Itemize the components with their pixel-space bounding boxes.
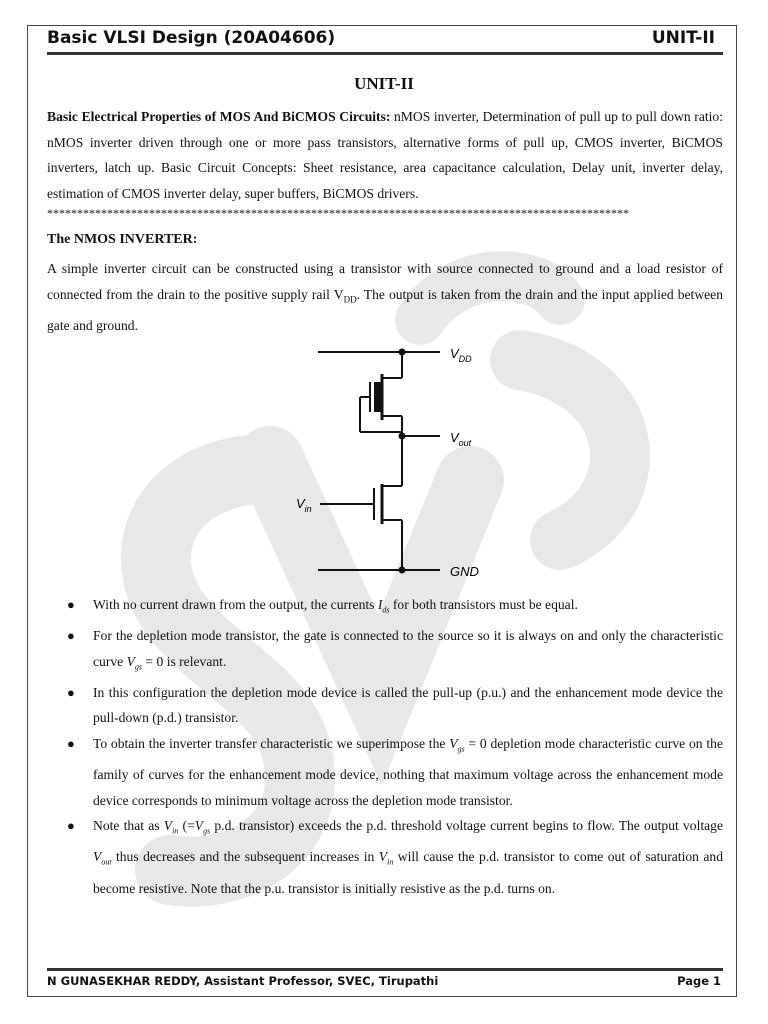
page-header xyxy=(47,28,715,52)
vdd-label: $V_{DD}$ xyxy=(450,346,472,364)
bullet-icon: ● xyxy=(67,628,75,644)
list-item: ● For the depletion mode transistor, the gate is connected to the source so it is always on and only the characteristic curve $V_{gs} = 0$ is relevant. xyxy=(67,623,723,680)
vout-label: $V_{out}$ xyxy=(450,430,472,448)
list-item: ● To obtain the inverter transfer characteristic we superimpose the $V_{gs} = 0$ depletion mode characteristic curve on the family of curves for the enhancement mode device, nothing that maximum voltage across the enhancement mode device corresponds to minimum voltage across the depletion mode transistor. xyxy=(67,731,723,813)
unit-title: UNIT-II xyxy=(354,74,414,93)
vin-label: $V_{in}$ xyxy=(296,496,312,514)
intro-paragraph xyxy=(47,256,723,338)
gnd-label: GND xyxy=(450,564,479,579)
separator-stars: ************************************************************************************************* xyxy=(47,206,629,220)
bullet-list xyxy=(67,592,723,901)
footer-rule xyxy=(47,968,723,971)
nmos-inverter-circuit xyxy=(290,336,510,582)
bullet-icon: ● xyxy=(67,735,75,751)
list-item: ● Note that as $V_{in}$ ($=V_{gs}$ p.d. transistor) exceeds the p.d. threshold voltage current begins to flow. The output voltage $V_{out}$ thus decreases and the subsequent increases in $V_{in}$ will cause the p.d. transistor to come out of saturation and become resistive. Note that the p.u. transistor is initially resistive as the p.d. turns on. xyxy=(67,813,723,901)
intro-sub: DD xyxy=(343,294,357,305)
section-heading: The NMOS INVERTER: xyxy=(47,232,198,247)
bullet-icon: ● xyxy=(67,684,75,700)
footer-page-number: Page 1 xyxy=(677,974,721,988)
header-unit: UNIT-II xyxy=(651,28,715,48)
bullet-icon: ● xyxy=(67,597,75,612)
syllabus-paragraph xyxy=(47,104,723,206)
intro-text-1: A simple inverter circuit can be constructed using a transistor with source connected to ground and a load resistor of connected from the drain to the positive supply rail V xyxy=(47,261,723,302)
syllabus-lead: Basic Electrical Properties of MOS And BiCMOS Circuits: xyxy=(47,109,391,124)
footer-author: N GUNASEKHAR REDDY, Assistant Professor, SVEC, Tirupathi xyxy=(47,974,439,988)
header-rule xyxy=(47,52,723,55)
syllabus-body: nMOS inverter, Determination of pull up to pull down ratio: nMOS inverter driven through one or more pass transistors, alternative forms of pull up, CMOS inverter, BiCMOS inverters, latch up. Basic Circuit Concepts: Sheet resistance, area capacitance calculation, Delay unit, inverter delay, estimation of CMOS inverter delay, super buffers, BiCMOS drivers. xyxy=(47,109,723,201)
list-item: ● In this configuration the depletion mode device is called the pull-up (p.u.) and the enhancement mode device the pull-down (p.d.) transistor. xyxy=(67,680,723,731)
header-course-title: Basic VLSI Design (20A04606) xyxy=(47,28,336,48)
list-item: ● With no current drawn from the output, the currents $I_{ds}$ for both transistors must be equal. xyxy=(67,592,723,623)
bullet-icon: ● xyxy=(67,818,75,834)
intro-text-2: . The output is taken from the drain and the input applied between gate and ground. xyxy=(47,286,724,333)
